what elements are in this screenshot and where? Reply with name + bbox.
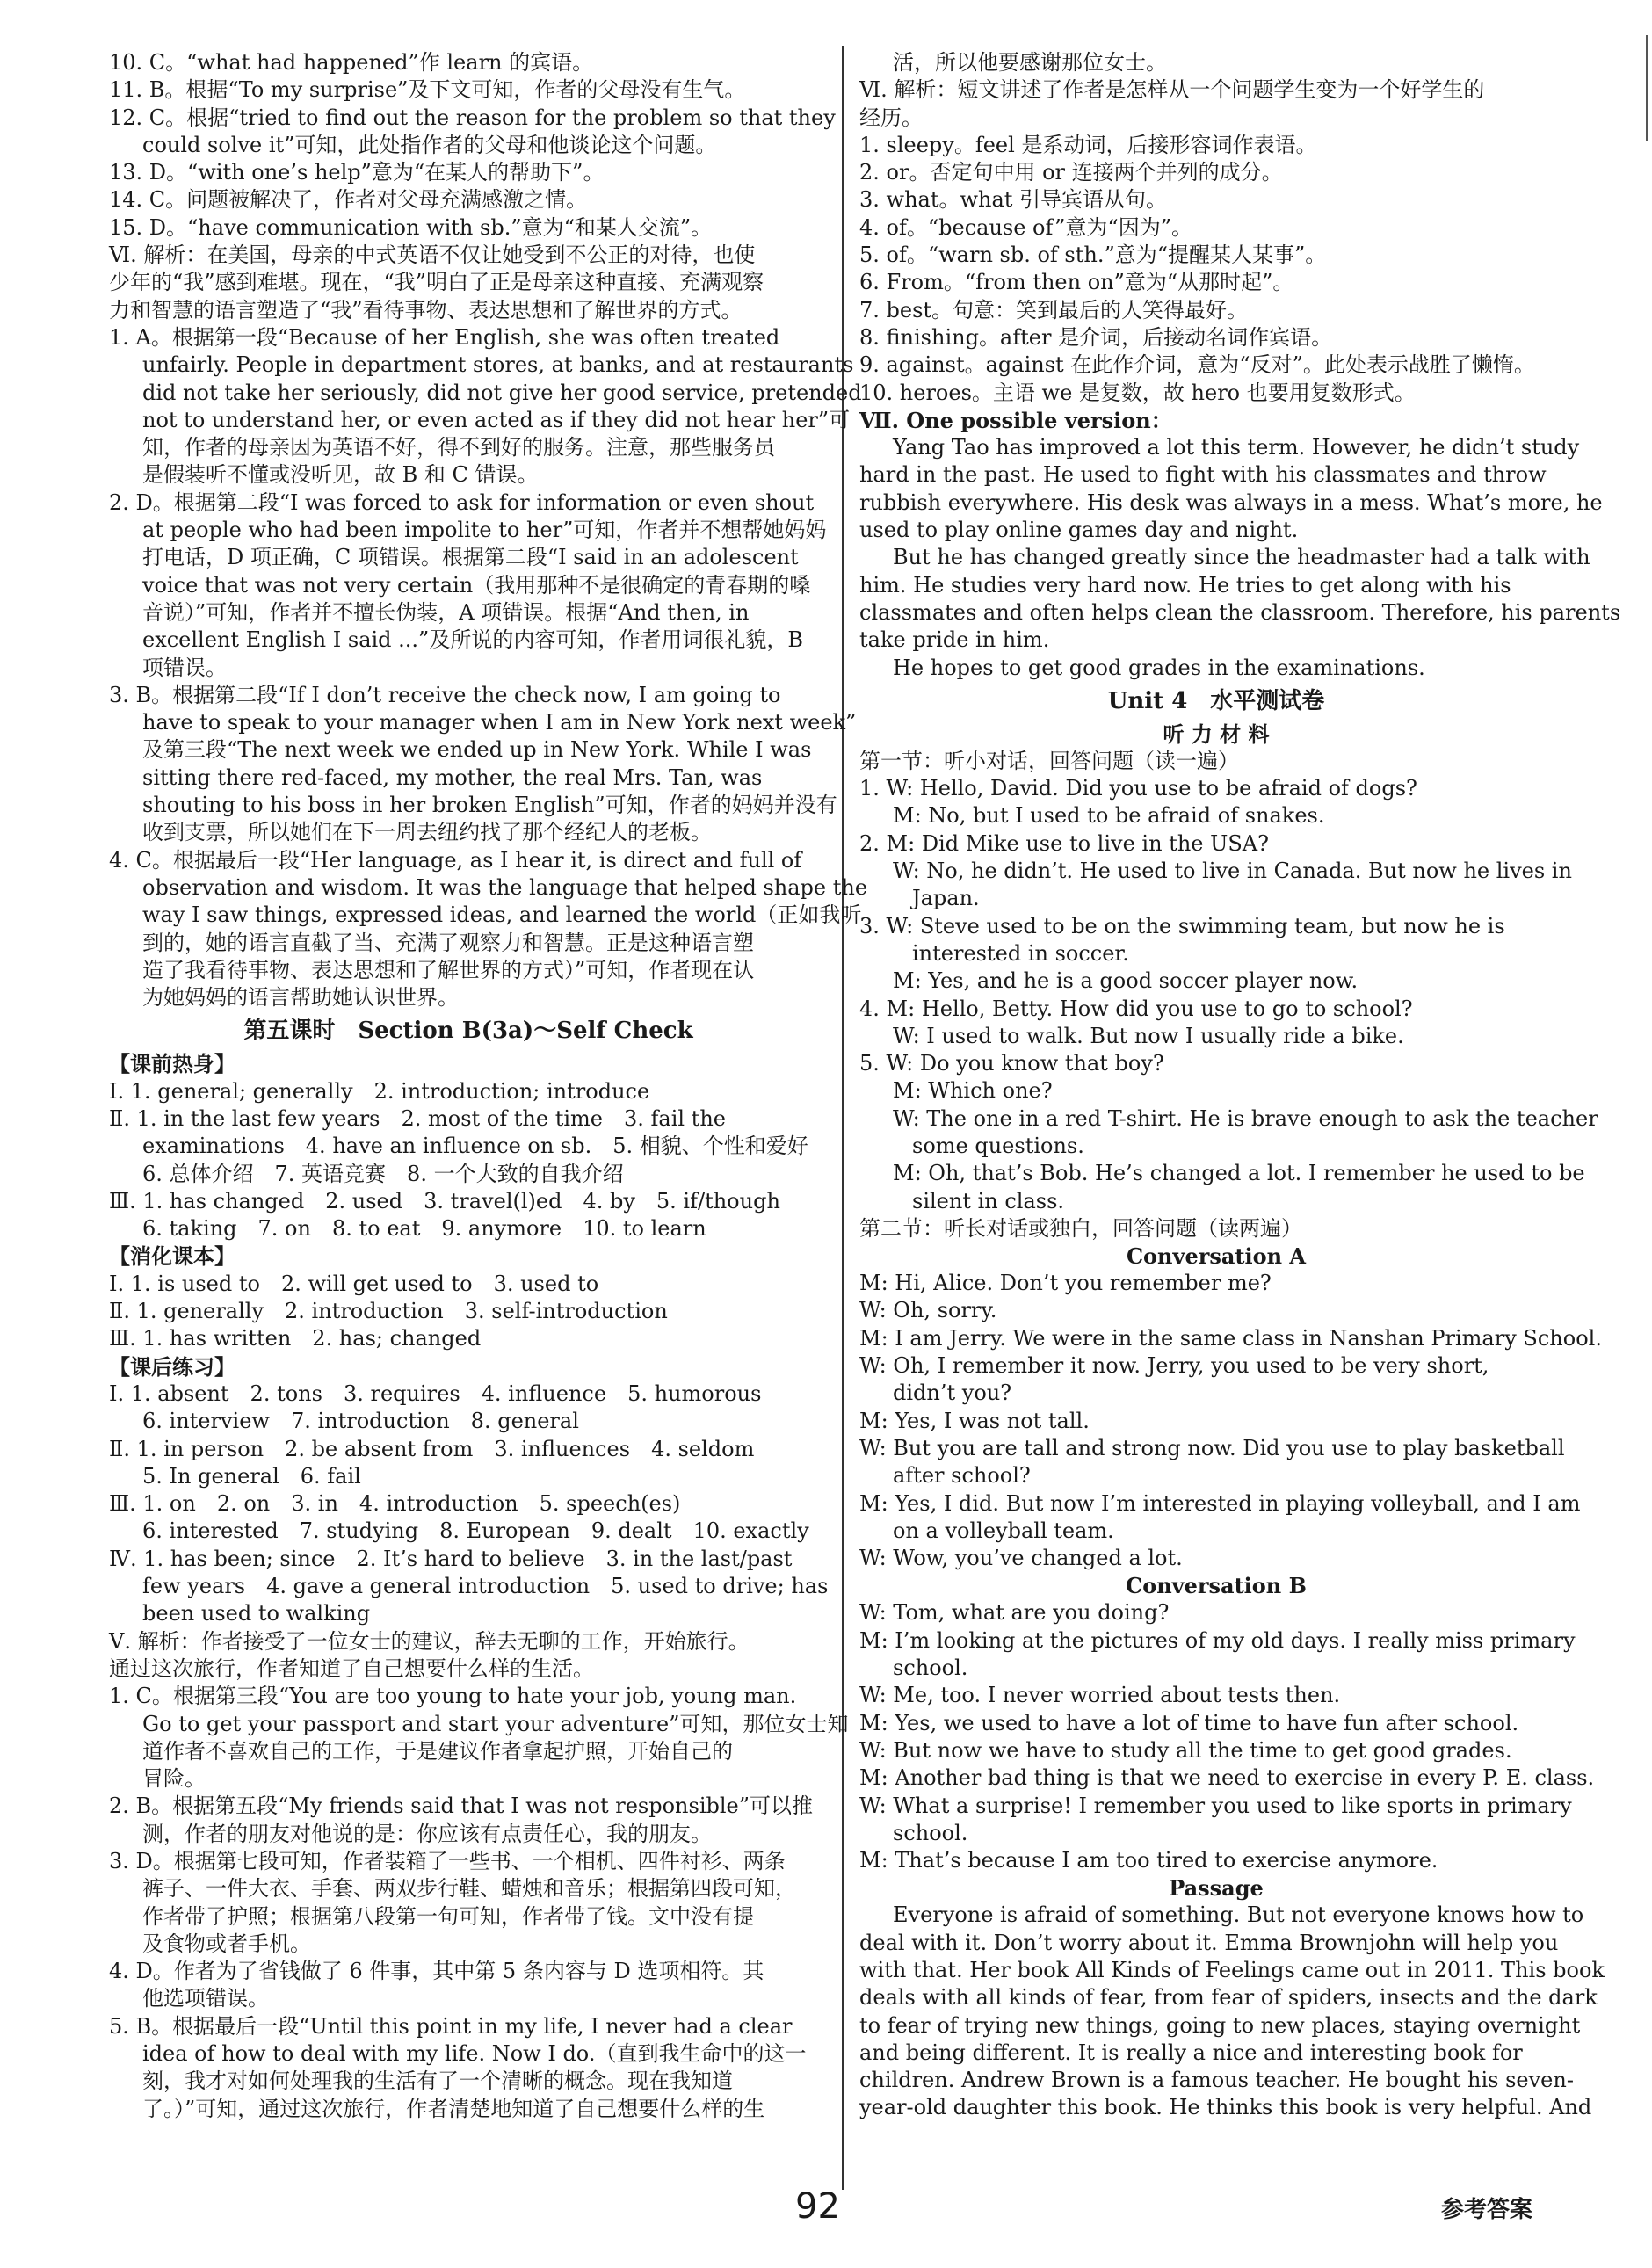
text-line: W: Me, too. I never worried about tests then. — [859, 1683, 1341, 1708]
right-column — [859, 49, 1621, 2122]
text-line: classmates and often helps clean the classroom. Therefore, his parents — [859, 599, 1621, 625]
text-line: deals with all kinds of fear, from fear of spiders, insects and the dark — [859, 1985, 1598, 2011]
text-line: Ⅰ. 1. absent 2. tons 3. requires 4. influence 5. humorous — [109, 1380, 762, 1406]
text-line: Ⅲ. 1. on 2. on 3. in 4. introduction 5. speech(es) — [109, 1491, 681, 1517]
text-line: Yang Tao has improved a lot this term. However, he didn’t study — [893, 435, 1580, 460]
text-line: 5. of。“warn sb. of sth.”意为“提醒某人某事”。 — [859, 243, 1327, 268]
text-line: have to speak to your manager when I am in New York next week” — [142, 710, 857, 735]
text-line: 7. best。句意：笑到最后的人笑得最好。 — [859, 297, 1249, 322]
text-line: 6. From。“from then on”意为“从那时起”。 — [859, 270, 1294, 295]
text-line: Japan. — [912, 886, 980, 911]
text-line: 为她妈妈的语言帮助她认识世界。 — [142, 985, 459, 1011]
text-line: 作者带了护照；根据第八段第一句可知，作者带了钱。文中没有提 — [142, 1903, 754, 1929]
text-line: 收到支票，所以她们在下一周去纽约找了那个经纪人的老板。 — [142, 820, 712, 845]
text-line: W: What a surprise! I remember you used to like sports in primary — [859, 1793, 1572, 1818]
text-line: rubbish everywhere. His desk was always in a mess. What’s more, he — [859, 489, 1603, 515]
text-line: didn’t you? — [893, 1380, 1012, 1406]
text-line: Ⅱ. 1. generally 2. introduction 3. self-introduction — [109, 1299, 668, 1324]
section-heading: Unit 4 水平测试卷 — [1107, 687, 1325, 714]
text-line: 14. C。问题被解决了，作者对父母充满感激之情。 — [109, 187, 588, 213]
text-line: 10. C。“what had happened”作 learn 的宾语。 — [109, 50, 594, 75]
text-line: W: But you are tall and strong now. Did you use to play basketball — [859, 1435, 1565, 1460]
text-line: 第一节：听小对话，回答问题（读一遍） — [859, 748, 1239, 773]
text-line: interested in soccer. — [912, 940, 1129, 966]
section-heading: 第五课时 Section B(3a)～Self Check — [243, 1018, 693, 1045]
text-line: Ⅱ. 1. in the last few years 2. most of the time 3. fail the — [109, 1105, 726, 1131]
text-line: 2. M: Did Mike use to live in the USA? — [859, 830, 1269, 856]
text-line: Ⅲ. 1. has changed 2. used 3. travel(l)ed 4. by 5. if/though — [109, 1188, 780, 1214]
text-line: But he has changed greatly since the headmaster had a talk with — [893, 545, 1590, 570]
text-line: W: Oh, I remember it now. Jerry, you used to be very short, — [859, 1353, 1489, 1379]
text-line: Ⅵ. 解析：短文讲述了作者是怎样从一个问题学生变为一个好学生的 — [859, 77, 1485, 103]
text-line: voice that was not very certain（我用那种不是很确定的青春期的嗓 — [142, 572, 811, 598]
text-line: 4. C。根据最后一段“Her language, as I hear it, is direct and full of — [109, 847, 802, 873]
text-line: excellent English I said ...”及所说的内容可知，作者用词很礼貌，B — [142, 627, 803, 653]
text-line: 是假装听不懂或没听见，故 B 和 C 错误。 — [142, 462, 539, 488]
text-line: 1. W: Hello, David. Did you use to be afraid of dogs? — [859, 776, 1417, 801]
text-line: 6. interview 7. introduction 8. general — [142, 1409, 579, 1434]
text-line: 到的，她的语言直截了当、充满了观察力和智慧。正是这种语言塑 — [142, 930, 754, 955]
text-line: 通过这次旅行，作者知道了自己想要什么样的生活。 — [109, 1656, 594, 1681]
text-line: way I saw things, expressed ideas, and learned the world（正如我听 — [142, 902, 862, 928]
text-line: Ⅶ. One possible version： — [859, 407, 1172, 433]
text-line: M: I am Jerry. We were in the same class in Nanshan Primary School. — [859, 1325, 1602, 1351]
text-line: M: Yes, I did. But now I’m interested in playing volleyball, and I am — [859, 1490, 1581, 1516]
text-line: idea of how to deal with my life. Now I do.（直到我生命中的这一 — [142, 2041, 807, 2067]
page-edge-mark — [1646, 35, 1648, 141]
text-line: 1. sleepy。feel 是系动词，后接形容词作表语。 — [859, 132, 1317, 157]
text-line: 13. D。“with one’s help”意为“在某人的帮助下”。 — [109, 160, 605, 185]
text-line: 6. taking 7. on 8. to eat 9. anymore 10. to learn — [142, 1216, 706, 1242]
text-line: 4. M: Hello, Betty. How did you use to go to school? — [859, 996, 1413, 1021]
text-line: 5. In general 6. fail — [142, 1463, 361, 1489]
text-line: M: I’m looking at the pictures of my old days. I really miss primary — [859, 1627, 1576, 1653]
text-line: on a volleyball team. — [893, 1518, 1114, 1543]
text-line: few years 4. gave a general introduction 5. used to drive; has — [142, 1574, 829, 1599]
text-line: him. He studies very hard now. He tries to get along with his — [859, 572, 1511, 598]
text-line: silent in class. — [912, 1188, 1065, 1214]
text-line: 经历。 — [859, 105, 923, 130]
section-label: 参考答案 — [1441, 2197, 1533, 2223]
subheading: 听 力 材 料 — [1163, 721, 1270, 747]
text-line: M: Yes, I was not tall. — [859, 1408, 1090, 1433]
text-line: school. — [893, 1820, 968, 1845]
text-line: 3. W: Steve used to be on the swimming team, but now he is — [859, 913, 1505, 938]
text-line: Ⅵ. 解析：在美国，母亲的中式英语不仅让她受到不公正的对待，也使 — [109, 243, 756, 268]
text-line: M: Another bad thing is that we need to exercise in every P. E. class. — [859, 1765, 1595, 1791]
text-line: shouting to his boss in her broken English”可知，作者的妈妈并没有 — [142, 793, 837, 818]
text-line: 力和智慧的语言塑造了“我”看待事物、表达思想和了解世界的方式。 — [109, 297, 743, 322]
text-line: 2. or。否定句中用 or 连接两个并列的成分。 — [859, 160, 1283, 185]
text-line: year-old daughter this book. He thinks this book is very helpful. And — [859, 2095, 1592, 2120]
text-line: 5. B。根据最后一段“Until this point in my life, I never had a clear — [109, 2013, 793, 2039]
text-line: 6. 总体介绍 7. 英语竞赛 8. 一个大致的自我介绍 — [142, 1161, 624, 1186]
text-line: at people who had been impolite to her”可知，作者并不想帮她妈妈 — [142, 518, 827, 543]
text-line: W: Oh, sorry. — [859, 1298, 997, 1323]
text-line: examinations 4. have an influence on sb. 5. 相貌、个性和爱好 — [142, 1134, 808, 1159]
text-line: observation and wisdom. It was the language that helped shape the — [142, 874, 868, 900]
text-line: 3. what。what 引导宾语从句。 — [859, 187, 1168, 213]
text-line: been used to walking — [142, 1601, 371, 1627]
text-line: Ⅳ. 1. has been; since 2. It’s hard to believe 3. in the last/past — [109, 1546, 793, 1571]
text-line: 1. C。根据第三段“You are too young to hate your job, young man. — [109, 1684, 797, 1709]
text-line: M: Hi, Alice. Don’t you remember me? — [859, 1271, 1272, 1296]
text-line: with that. Her book All Kinds of Feelings came out in 2011. This book — [859, 1958, 1605, 1982]
text-line: 裤子、一件大衣、手套、两双步行鞋、蜡烛和音乐；根据第四段可知， — [142, 1876, 796, 1902]
text-line: 12. C。根据“tried to find out the reason for the problem so that they — [109, 105, 836, 130]
text-line: W: No, he didn’t. He used to live in Canada. But now he lives in — [893, 859, 1572, 884]
text-line: 2. B。根据第五段“My friends said that I was not responsible”可以推 — [109, 1793, 814, 1819]
text-line: children. Andrew Brown is a famous teacher. He bought his seven- — [859, 2068, 1574, 2093]
text-line: school. — [893, 1656, 968, 1681]
text-line: could solve it”可知，此处指作者的父母和他谈论这个问题。 — [142, 132, 717, 157]
text-line: 刻，我才对如何处理我的生活有了一个清晰的概念。现在我知道 — [142, 2069, 733, 2094]
text-line: to fear of trying new things, going to new places, staying overnight — [859, 2012, 1581, 2038]
text-line: not to understand her, or even acted as if they did not hear her”可 — [142, 407, 851, 432]
text-line: 【消化课本】 — [109, 1243, 235, 1270]
subheading: Conversation A — [1126, 1243, 1307, 1270]
text-line: He hopes to get good grades in the examinations. — [893, 655, 1425, 680]
text-line: take pride in him. — [859, 627, 1050, 653]
text-line: M: Which one? — [893, 1078, 1053, 1104]
text-line: M: That’s because I am too tired to exercise anymore. — [859, 1848, 1438, 1873]
left-column — [109, 49, 868, 2123]
text-line: 道作者不喜欢自己的工作，于是建议作者拿起护照，开始自己的 — [142, 1738, 733, 1764]
text-line: Ⅲ. 1. has written 2. has; changed — [109, 1326, 482, 1351]
text-line: 少年的“我”感到难堪。现在，“我”明白了正是母亲这种直接、充满观察 — [109, 270, 764, 295]
text-line: 【课后练习】 — [109, 1353, 235, 1380]
text-line: 测，作者的朋友对他说的是：你应该有点责任心，我的朋友。 — [142, 1821, 712, 1846]
text-line: after school? — [893, 1463, 1031, 1489]
text-line: 2. D。根据第二段“I was forced to ask for information or even shout — [109, 489, 815, 515]
text-line: W: Tom, what are you doing? — [859, 1600, 1170, 1626]
text-line: 造了我看待事物、表达思想和了解世界的方式）”可知，作者现在认 — [142, 957, 755, 982]
text-line: Go to get your passport and start your adventure”可知，那位女士知 — [142, 1711, 849, 1736]
text-line: M: Yes, and he is a good soccer player now. — [893, 968, 1359, 994]
text-line: 及第三段“The next week we ended up in New York. While I was — [142, 737, 812, 763]
text-line: 8. finishing。after 是介词，后接动名词作宾语。 — [859, 324, 1333, 350]
text-line: 项错误。 — [142, 655, 227, 680]
text-line: W: But now we have to study all the time to get good grades. — [859, 1737, 1512, 1763]
text-line: hard in the past. He used to fight with his classmates and throw — [859, 462, 1547, 488]
subheading: Passage — [1169, 1875, 1264, 1902]
text-line: unfairly. People in department stores, at banks, and at restaurants — [142, 352, 854, 378]
text-line: Ⅰ. 1. general; generally 2. introduction; introduce — [109, 1078, 650, 1104]
text-line: 及食物或者手机。 — [142, 1931, 311, 1956]
text-line: 15. D。“have communication with sb.”意为“和某人交流”。 — [109, 214, 713, 240]
text-line: W: Wow, you’ve changed a lot. — [859, 1546, 1183, 1571]
text-line: 活，所以他要感谢那位女士。 — [893, 50, 1167, 75]
text-line: 9. against。against 在此作介词，意为“反对”。此处表示战胜了懒惰。 — [859, 352, 1535, 378]
text-line: Ⅰ. 1. is used to 2. will get used to 3. used to — [109, 1271, 599, 1296]
text-line: deal with it. Don’t worry about it. Emma Brownjohn will help you — [859, 1930, 1559, 1955]
text-line: used to play online games day and night. — [859, 518, 1299, 543]
text-line: 4. of。“because of”意为“因为”。 — [859, 214, 1192, 240]
text-line: 冒险。 — [142, 1766, 206, 1792]
text-line: did not take her seriously, did not give her good service, pretended — [142, 380, 862, 405]
page-number: 92 — [795, 2186, 840, 2227]
text-line: 4. D。作者为了省钱做了 6 件事，其中第 5 条内容与 D 选项相符。其 — [109, 1959, 764, 1984]
text-line: M: Yes, we used to have a lot of time to have fun after school. — [859, 1710, 1519, 1735]
text-line: Ⅴ. 解析：作者接受了一位女士的建议，辞去无聊的工作，开始旅行。 — [109, 1628, 750, 1654]
text-line: 6. interested 7. studying 8. European 9. dealt 10. exactly — [142, 1518, 809, 1544]
text-line: sitting there red-faced, my mother, the real Mrs. Tan, was — [142, 764, 763, 790]
text-line: W: The one in a red T-shirt. He is brave enough to ask the teacher — [893, 1105, 1598, 1131]
text-line: M: Oh, that’s Bob. He’s changed a lot. I remember he used to be — [893, 1161, 1585, 1186]
text-line: 打电话，D 项正确，C 项错误。根据第二段“I said in an adolescent — [142, 545, 799, 570]
text-line: 【课前热身】 — [109, 1051, 235, 1077]
text-line: 了。）”可知，通过这次旅行，作者清楚地知道了自己想要什么样的生 — [142, 2096, 765, 2121]
text-line: 音说）”可知，作者并不擅长伪装，A 项错误。根据“And then, in — [142, 599, 750, 625]
text-line: some questions. — [912, 1133, 1084, 1158]
text-line: 10. heroes。主语 we 是复数，故 hero 也要用复数形式。 — [859, 380, 1416, 405]
text-line: 3. D。根据第七段可知，作者装箱了一些书、一个相机、四件衬衫、两条 — [109, 1849, 786, 1873]
text-line: and being different. It is really a nice and interesting book for — [859, 2040, 1523, 2065]
text-line: 1. A。根据第一段“Because of her English, she was often treated — [109, 324, 780, 350]
text-line: 11. B。根据“To my surprise”及下文可知，作者的父母没有生气。 — [109, 77, 746, 103]
text-line: 5. W: Do you know that boy? — [859, 1051, 1164, 1076]
text-line: 知，作者的母亲因为英语不好，得不到好的服务。注意，那些服务员 — [142, 435, 775, 460]
text-line: 3. B。根据第二段“If I don’t receive the check now, I am going to — [109, 682, 781, 707]
text-line: Ⅱ. 1. in person 2. be absent from 3. influences 4. seldom — [109, 1436, 755, 1461]
text-line: W: I used to walk. But now I usually ride a bike. — [893, 1023, 1404, 1048]
text-line: M: No, but I used to be afraid of snakes. — [893, 803, 1325, 829]
text-line: Everyone is afraid of something. But not everyone knows how to — [893, 1902, 1584, 1928]
subheading: Conversation B — [1126, 1573, 1307, 1599]
text-line: 第二节：听长对话或独白，回答问题（读两遍） — [859, 1215, 1302, 1241]
text-line: 他选项错误。 — [142, 1986, 269, 2011]
